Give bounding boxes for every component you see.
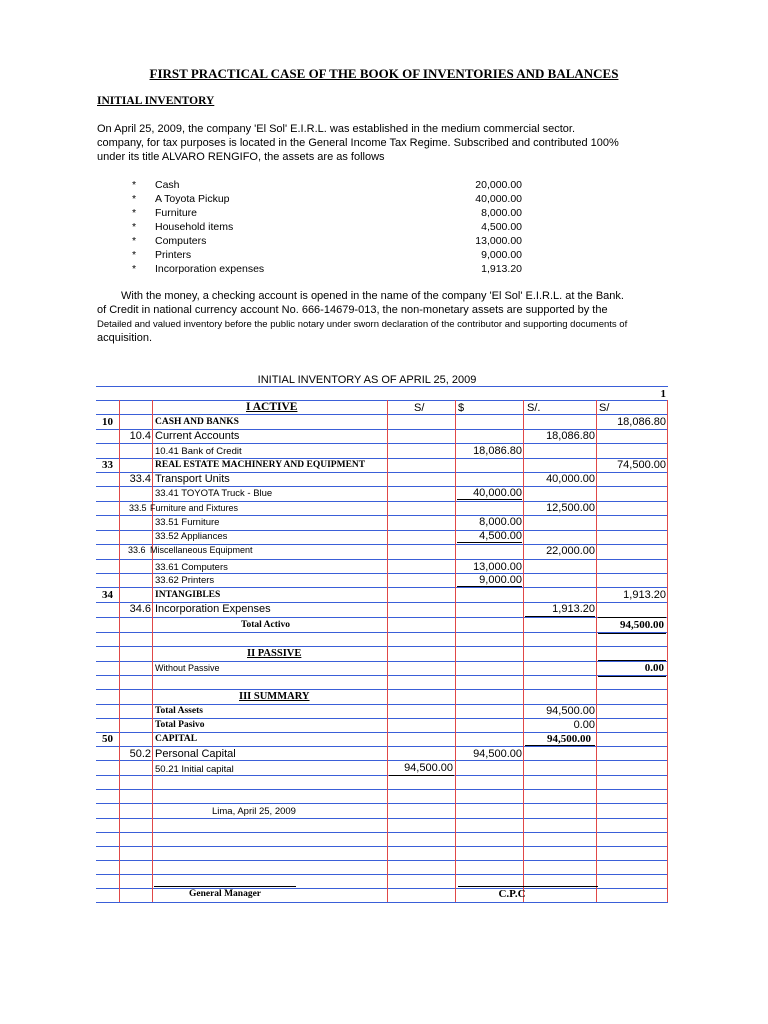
detail-account: 33.51 Furniture xyxy=(155,517,220,528)
total-activo-amount: 94,500.00 xyxy=(620,619,664,631)
amount: 74,500.00 xyxy=(617,459,666,471)
amount: 8,000.00 xyxy=(479,516,522,528)
account-title: REAL ESTATE MACHINERY AND EQUIPMENT xyxy=(155,460,366,470)
grid-line xyxy=(96,414,668,415)
amount: 18,086.80 xyxy=(617,416,666,428)
grid-line xyxy=(96,760,668,761)
grid-line xyxy=(96,818,668,819)
grid-line xyxy=(96,675,668,676)
document-title: FIRST PRACTICAL CASE OF THE BOOK OF INVENTORIES AND BALANCES xyxy=(149,66,619,81)
asset-value: 8,000.00 xyxy=(481,207,522,219)
grid-line xyxy=(96,803,668,804)
amount: 12,500.00 xyxy=(546,502,595,514)
without-passive-label: Without Passive xyxy=(155,663,220,673)
grid-line xyxy=(96,902,668,903)
place-date: Lima, April 25, 2009 xyxy=(212,806,296,817)
grid-line xyxy=(96,661,668,662)
asset-name: Cash xyxy=(155,179,180,191)
asset-bullet: * xyxy=(132,263,137,275)
column-line xyxy=(667,400,668,902)
amount-underline xyxy=(525,616,595,617)
amount: 13,000.00 xyxy=(473,561,522,573)
amount: 94,500.00 xyxy=(404,762,453,774)
subaccount-code: 33.5 xyxy=(129,503,147,513)
amount: 40,000.00 xyxy=(546,473,595,485)
amount: 40,000.00 xyxy=(473,487,522,499)
asset-value: 4,500.00 xyxy=(481,221,522,233)
grid-line xyxy=(96,632,668,633)
signature-cpc: C.P.C xyxy=(498,888,526,900)
signature-line-manager xyxy=(154,886,296,887)
amount: 4,500.00 xyxy=(479,530,522,542)
total-pasivo-amount: 0.00 xyxy=(573,719,595,731)
account-number: 50 xyxy=(102,733,113,745)
signature-general-manager: General Manager xyxy=(188,889,262,899)
amount-underline xyxy=(457,499,522,500)
subaccount-title: Current Accounts xyxy=(155,430,240,442)
asset-bullet: * xyxy=(132,249,137,261)
total-pasivo-label: Total Pasivo xyxy=(155,720,205,730)
column-header-soles-3: S/ xyxy=(599,402,610,414)
grid-line xyxy=(96,587,668,588)
amount-underline xyxy=(457,542,522,543)
subaccount-code: 50.2 xyxy=(129,748,151,760)
grid-line xyxy=(96,617,668,618)
amount-underline xyxy=(389,775,454,776)
column-header-dollars: $ xyxy=(458,402,465,414)
asset-name: A Toyota Pickup xyxy=(155,193,230,205)
summary-section-header: III SUMMARY xyxy=(239,691,310,702)
section-title: INITIAL INVENTORY xyxy=(97,95,215,107)
account-number: 10 xyxy=(102,416,113,428)
total-assets-label: Total Assets xyxy=(155,706,203,716)
grid-line xyxy=(96,860,668,861)
intro-line-1: On April 25, 2009, the company 'El Sol' E.I.R.L. was established in the medium commercial sector. xyxy=(97,123,576,135)
asset-bullet: * xyxy=(132,179,137,191)
paragraph2-line-3: Detailed and valued inventory before the public notary under sworn declaration of the contributor and supporting documents of xyxy=(97,319,628,330)
subaccount-code: 34.6 xyxy=(129,603,151,615)
subaccount-code: 33.4 xyxy=(129,473,151,485)
total-activo-label: Total Activo xyxy=(241,620,290,630)
column-line xyxy=(387,400,388,902)
account-number: 34 xyxy=(102,589,113,601)
detail-account: 33.41 TOYOTA Truck - Blue xyxy=(155,488,273,499)
grid-line xyxy=(96,746,668,747)
paragraph2-line-2: of Credit in national currency account No. 666-14679-013, the non-monetary assets are supported by the xyxy=(97,304,608,316)
detail-account: 10.41 Bank of Credit xyxy=(155,446,242,457)
amount: 9,000.00 xyxy=(479,574,522,586)
asset-name: Computers xyxy=(155,235,207,247)
inventory-title: INITIAL INVENTORY AS OF APRIL 25, 2009 xyxy=(257,374,477,386)
subaccount-title: Miscellaneous Equipment xyxy=(150,545,253,555)
grid-line xyxy=(96,846,668,847)
asset-bullet: * xyxy=(132,207,137,219)
column-line xyxy=(455,400,456,902)
amount: 94,500.00 xyxy=(473,748,522,760)
amount: 18,086.80 xyxy=(546,430,595,442)
subaccount-title: Incorporation Expenses xyxy=(155,603,271,615)
asset-value: 1,913.20 xyxy=(481,263,522,275)
column-line xyxy=(523,400,524,902)
account-title: CASH AND BANKS xyxy=(155,417,239,427)
intro-line-3: under its title ALVARO RENGIFO, the assets are as follows xyxy=(97,151,385,163)
detail-account: 33.61 Computers xyxy=(155,562,228,573)
asset-bullet: * xyxy=(132,193,137,205)
paragraph2-line-1: With the money, a checking account is opened in the name of the company 'El Sol' E.I.R.L. at the Bank. xyxy=(121,290,624,302)
grid-line xyxy=(96,515,668,516)
detail-account: 33.52 Appliances xyxy=(155,531,228,542)
grid-line xyxy=(96,458,668,459)
grid-line xyxy=(96,486,668,487)
total-underline xyxy=(598,676,666,677)
grid-line xyxy=(96,689,668,690)
paragraph2-line-4: acquisition. xyxy=(97,332,153,344)
detail-account: 33.62 Printers xyxy=(155,575,215,586)
grid-line xyxy=(96,874,668,875)
signature-line-accountant xyxy=(458,886,598,887)
passive-section-header: II PASSIVE xyxy=(247,648,302,659)
grid-line xyxy=(96,559,668,560)
amount: 18,086.80 xyxy=(473,445,522,457)
grid-line xyxy=(96,832,668,833)
asset-value: 20,000.00 xyxy=(475,179,522,191)
passive-amount: 0.00 xyxy=(644,662,664,674)
asset-bullet: * xyxy=(132,235,137,247)
amount: 1,913.20 xyxy=(552,603,595,615)
subaccount-code: 33.6 xyxy=(128,545,146,555)
asset-value: 9,000.00 xyxy=(481,249,522,261)
grid-line xyxy=(96,573,668,574)
amount: 22,000.00 xyxy=(546,545,595,557)
grid-line xyxy=(96,775,668,776)
grid-line xyxy=(96,386,668,387)
column-header-soles-1: S/ xyxy=(414,402,425,414)
subaccount-code: 10.4 xyxy=(129,430,151,442)
subaccount-title: Furniture and Fixtures xyxy=(150,503,239,513)
grid-line xyxy=(96,646,668,647)
total-overline xyxy=(598,617,666,618)
total-overline xyxy=(598,660,666,661)
column-line xyxy=(596,400,597,902)
column-line xyxy=(152,400,153,902)
account-title: CAPITAL xyxy=(155,734,198,744)
amount-underline xyxy=(457,586,522,587)
grid-line xyxy=(96,400,668,401)
total-assets-amount: 94,500.00 xyxy=(546,705,595,717)
asset-name: Household items xyxy=(155,221,234,233)
page-number: 1 xyxy=(660,388,666,400)
asset-value: 40,000.00 xyxy=(475,193,522,205)
asset-name: Incorporation expenses xyxy=(155,263,265,275)
asset-bullet: * xyxy=(132,221,137,233)
intro-line-2: company, for tax purposes is located in the General Income Tax Regime. Subscribed and contributed 100% xyxy=(97,137,619,149)
column-header-soles-2: S/. xyxy=(527,402,541,414)
grid-line xyxy=(96,789,668,790)
asset-name: Printers xyxy=(155,249,192,261)
amount-underline xyxy=(525,745,595,746)
active-section-header: I ACTIVE xyxy=(246,401,298,413)
total-underline xyxy=(598,633,666,634)
capital-amount: 94,500.00 xyxy=(547,733,591,745)
subaccount-title: Transport Units xyxy=(155,473,230,485)
asset-name: Furniture xyxy=(155,207,198,219)
detail-account: 50.21 Initial capital xyxy=(155,764,234,775)
subaccount-title: Personal Capital xyxy=(155,748,236,760)
amount: 1,913.20 xyxy=(623,589,666,601)
asset-value: 13,000.00 xyxy=(475,235,522,247)
account-title: INTANGIBLES xyxy=(155,590,221,600)
account-number: 33 xyxy=(102,459,113,471)
grid-line xyxy=(96,443,668,444)
